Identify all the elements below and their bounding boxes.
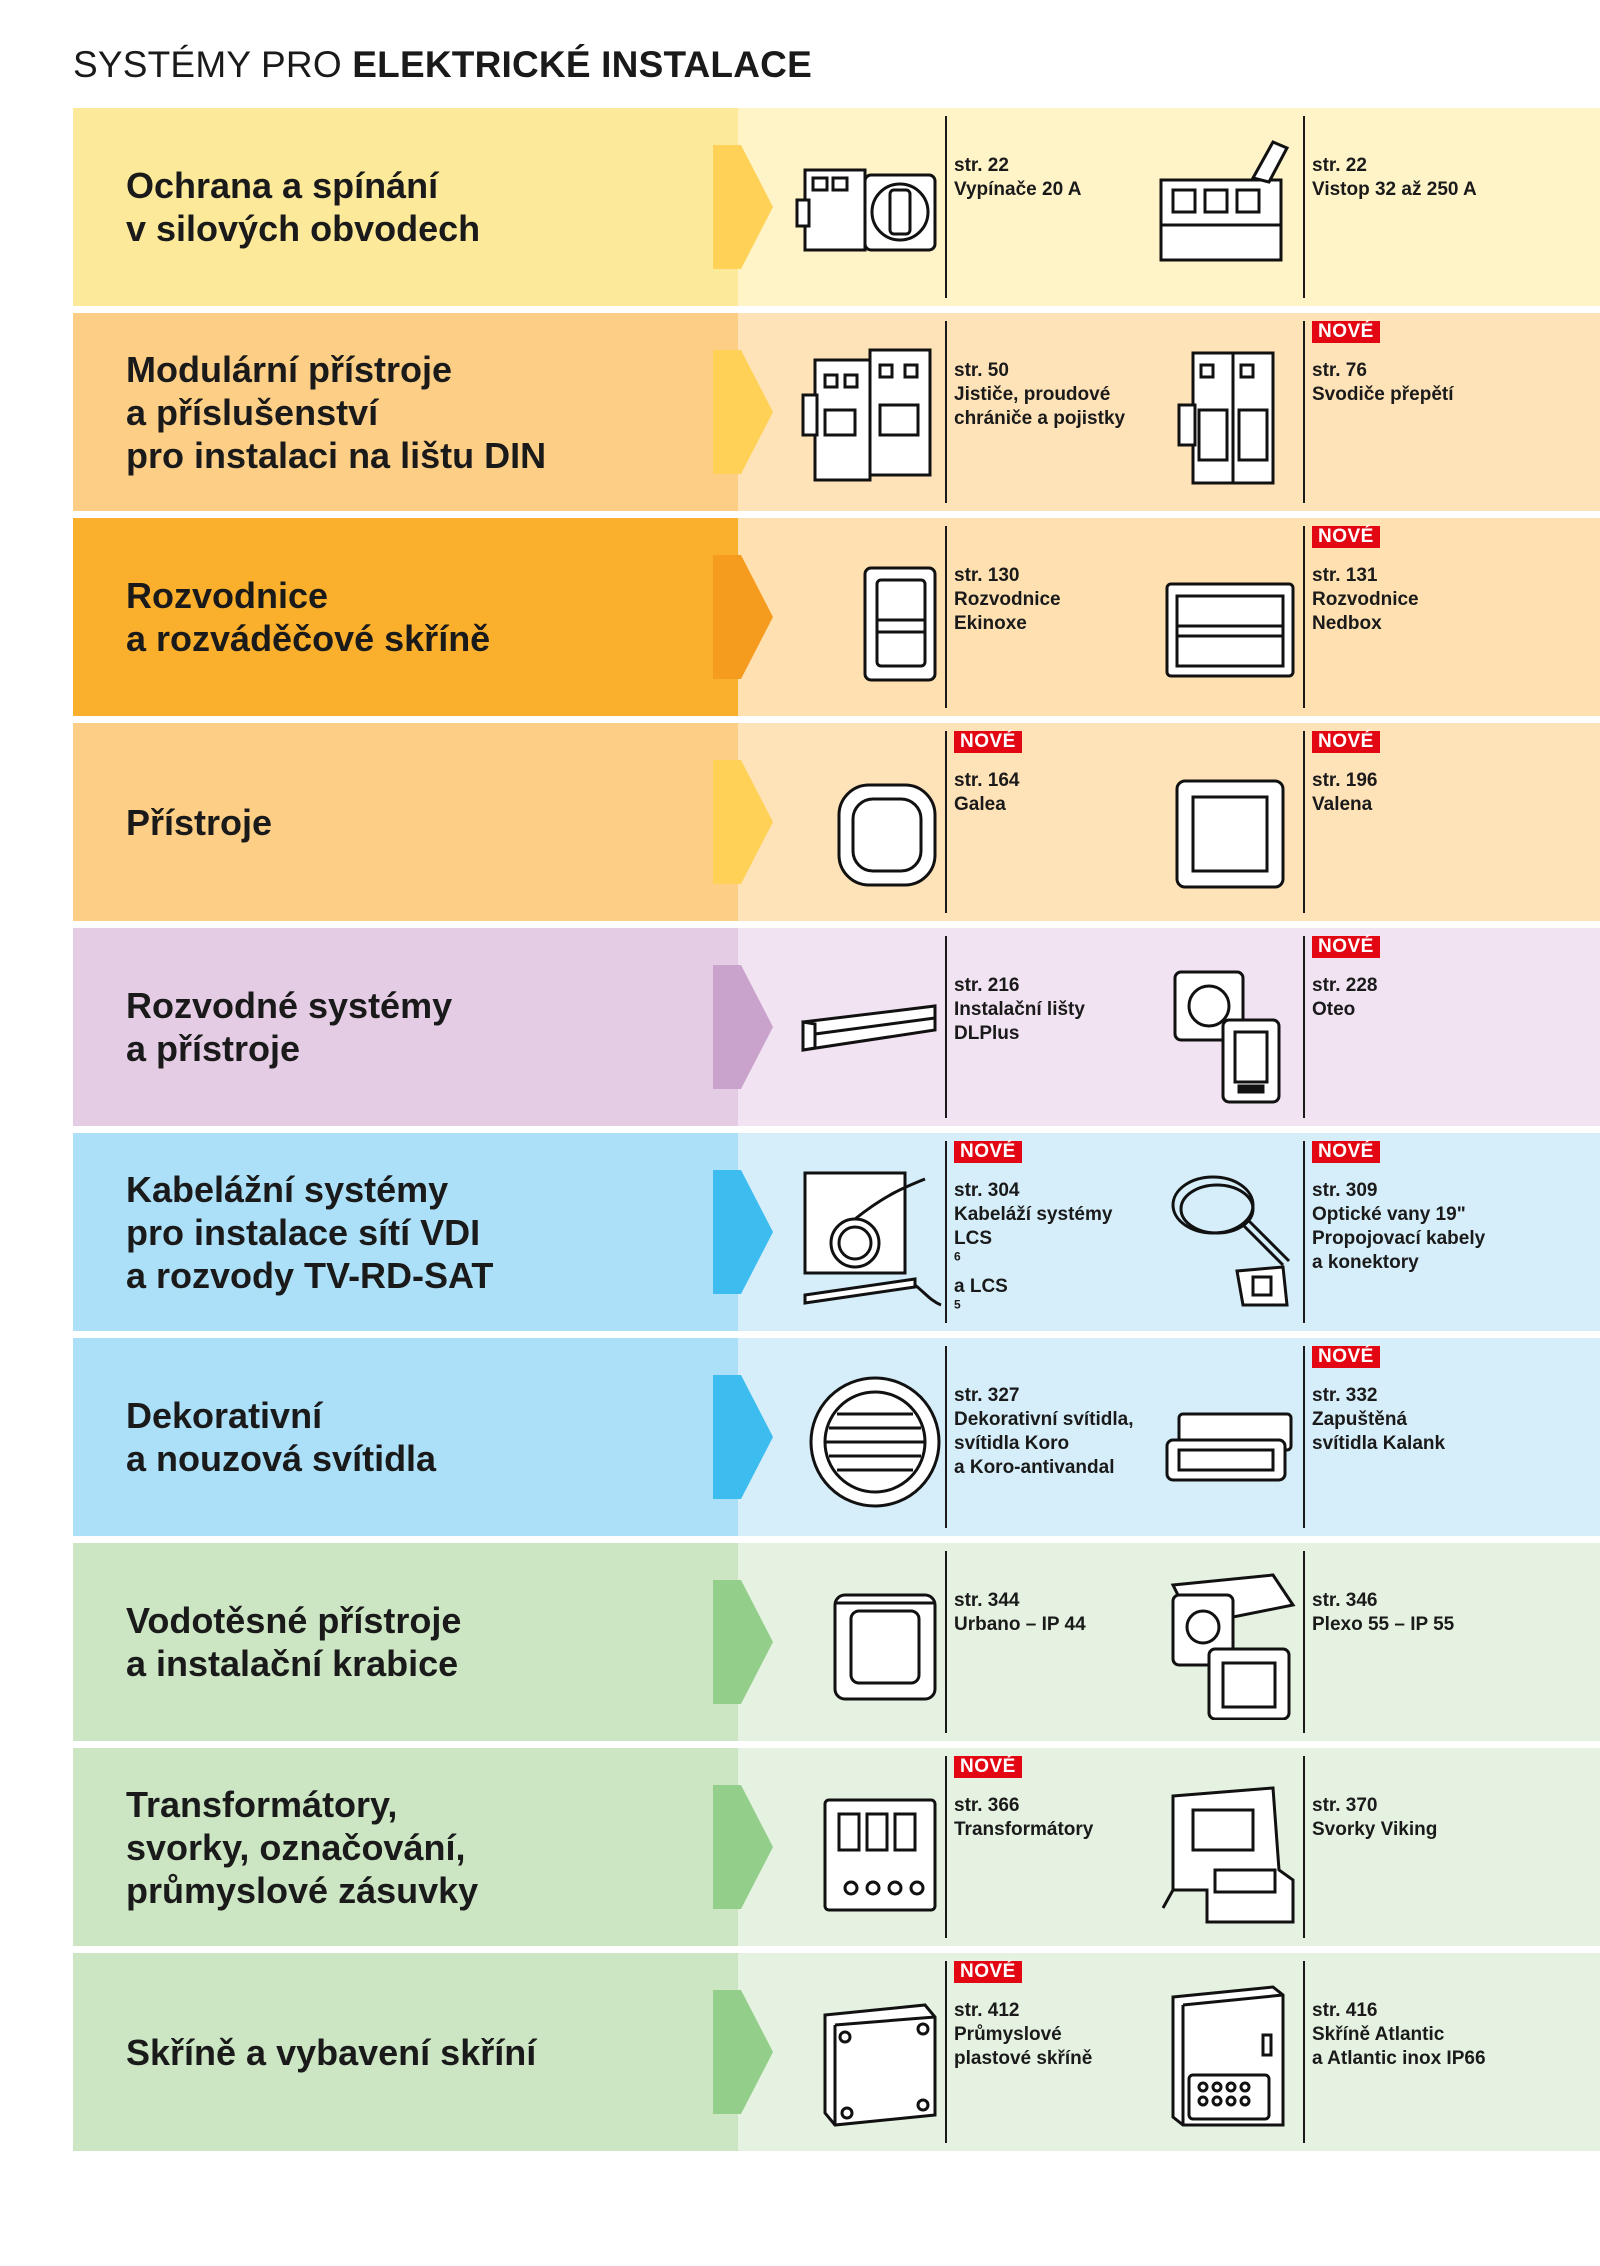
product-text: str. 309 Optické vany 19" Propojovací kabely a konektory — [1312, 1180, 1486, 1273]
urbano-switch-icon — [795, 1565, 945, 1720]
product-koro[interactable] — [790, 1338, 1134, 1536]
ekinoxe-box-icon — [795, 540, 945, 695]
new-badge: NOVÉ — [1312, 1346, 1380, 1368]
trunking-icon — [795, 950, 945, 1105]
product-text: str. 304 Kabeláží systémy LCS $^6$ a LCS $^5$ — [954, 1180, 1113, 1312]
category-title: Modulární přístroje a příslušenství pro instalaci na lištu DIN — [126, 348, 547, 476]
arrow-icon — [713, 350, 773, 474]
plexo-socket-icon — [1153, 1565, 1303, 1720]
product-dlplus[interactable] — [790, 928, 1126, 1126]
product-text: str. 164 Galea — [954, 770, 1020, 815]
category-title: Přístroje — [126, 801, 273, 843]
product-text: str. 370 Svorky Viking — [1312, 1795, 1438, 1840]
atlantic-cabinet-icon — [1153, 1975, 1303, 2130]
product-oteo[interactable] — [1148, 928, 1500, 1126]
category-list — [73, 108, 1600, 2158]
category-title: Rozvodné systémy a přístroje — [126, 985, 453, 1069]
category-row-ochrana — [73, 108, 1600, 306]
new-badge: NOVÉ — [954, 1756, 1022, 1778]
category-row-modularni — [73, 313, 1600, 511]
product-text: str. 346 Plexo 55 – IP 55 — [1312, 1590, 1455, 1635]
category-title-panel — [73, 1748, 738, 1946]
product-kalank[interactable] — [1148, 1338, 1500, 1536]
product-opticke-vany[interactable] — [1148, 1133, 1500, 1331]
category-row-kabelazni — [73, 1133, 1600, 1331]
category-title: Rozvodnice a rozváděčové skříně — [126, 575, 491, 659]
product-text: str. 327 Dekorativní svítidla, svítidla Koro a Koro-antivandal — [954, 1385, 1134, 1478]
product-text: str. 76 Svodiče přepětí — [1312, 360, 1454, 405]
arrow-icon — [713, 965, 773, 1089]
oteo-switch-icon — [1153, 950, 1303, 1105]
category-title-panel — [73, 1133, 738, 1331]
page-title-light: SYSTÉMY PRO — [73, 44, 353, 85]
arrow-icon — [713, 760, 773, 884]
category-title: Transformátory, svorky, označování, průmyslové zásuvky — [126, 1783, 479, 1911]
new-badge: NOVÉ — [1312, 936, 1380, 958]
arrow-icon — [713, 1990, 773, 2114]
product-nedbox[interactable] — [1148, 518, 1500, 716]
category-row-rozvodnice — [73, 518, 1600, 716]
new-badge: NOVÉ — [954, 1961, 1022, 1983]
round-luminaire-icon — [795, 1360, 945, 1515]
product-transformatory[interactable] — [790, 1748, 1126, 1946]
transformer-icon — [795, 1770, 945, 1925]
plastic-enclosure-icon — [795, 1975, 945, 2130]
page-title — [73, 44, 812, 86]
product-text: str. 344 Urbano – IP 44 — [954, 1590, 1086, 1635]
surge-arrester-icon — [1153, 335, 1303, 490]
product-text: str. 196 Valena — [1312, 770, 1378, 815]
new-badge: NOVÉ — [1312, 731, 1380, 753]
product-lcs[interactable] — [790, 1133, 1126, 1331]
product-text: str. 228 Oteo — [1312, 975, 1378, 1020]
category-title-panel — [73, 313, 738, 511]
category-title-panel — [73, 1543, 738, 1741]
terminal-block-icon — [1153, 1770, 1303, 1925]
product-text: str. 130 Rozvodnice Ekinoxe — [954, 565, 1061, 634]
fiber-cable-icon — [1153, 1155, 1303, 1310]
page-title-bold: ELEKTRICKÉ INSTALACE — [352, 44, 812, 85]
arrow-icon — [713, 1580, 773, 1704]
new-badge: NOVÉ — [954, 731, 1022, 753]
kalank-luminaire-icon — [1153, 1360, 1303, 1515]
arrow-icon — [713, 1375, 773, 1499]
valena-switch-icon — [1153, 745, 1303, 900]
product-galea[interactable] — [790, 723, 1126, 921]
product-text: str. 50 Jističe, proudové chrániče a pojistky — [954, 360, 1126, 429]
category-title-panel — [73, 928, 738, 1126]
circuit-breaker-icon — [795, 335, 945, 490]
category-title: Skříně a vybavení skříní — [126, 2031, 537, 2073]
product-text: str. 416 Skříně Atlantic a Atlantic inox IP66 — [1312, 2000, 1486, 2069]
category-title: Vodotěsné přístroje a instalační krabice — [126, 1600, 462, 1684]
category-title-panel — [73, 1338, 738, 1536]
product-svodice[interactable] — [1148, 313, 1500, 511]
category-row-rozvodne-systemy — [73, 928, 1600, 1126]
product-text: str. 131 Rozvodnice Nedbox — [1312, 565, 1419, 634]
arrow-icon — [713, 555, 773, 679]
product-text: str. 412 Průmyslové plastové skříně — [954, 2000, 1093, 2069]
product-atlantic[interactable] — [1148, 1953, 1500, 2151]
product-text: str. 216 Instalační lišty DLPlus — [954, 975, 1085, 1044]
cabling-system-icon — [795, 1155, 945, 1310]
galea-switch-icon — [795, 745, 945, 900]
category-row-pristroje — [73, 723, 1600, 921]
category-title-panel — [73, 723, 738, 921]
new-badge: NOVÉ — [1312, 1141, 1380, 1163]
product-text: str. 22 Vypínače 20 A — [954, 155, 1082, 200]
product-vypinace[interactable] — [790, 108, 1126, 306]
new-badge: NOVÉ — [1312, 321, 1380, 343]
product-plastove-skrine[interactable] — [790, 1953, 1126, 2151]
product-valena[interactable] — [1148, 723, 1500, 921]
category-title: Ochrana a spínání v silových obvodech — [126, 165, 481, 249]
product-urbano[interactable] — [790, 1543, 1126, 1741]
category-row-svitidla — [73, 1338, 1600, 1536]
category-title: Kabelážní systémy pro instalace sítí VDI a rozvody TV-RD-SAT — [126, 1168, 494, 1296]
product-jistice[interactable] — [790, 313, 1126, 511]
category-row-transformatory — [73, 1748, 1600, 1946]
product-ekinoxe[interactable] — [790, 518, 1126, 716]
category-title-panel — [73, 1953, 738, 2151]
category-title-panel — [73, 518, 738, 716]
product-plexo[interactable] — [1148, 1543, 1500, 1741]
arrow-icon — [713, 145, 773, 269]
product-text: str. 332 Zapuštěná svítidla Kalank — [1312, 1385, 1446, 1454]
arrow-icon — [713, 1170, 773, 1294]
nedbox-box-icon — [1153, 540, 1303, 695]
arrow-icon — [713, 1785, 773, 1909]
category-row-skrine — [73, 1953, 1600, 2151]
product-viking[interactable] — [1148, 1748, 1500, 1946]
product-vistop[interactable] — [1148, 108, 1500, 306]
vistop-switch-icon — [1153, 130, 1303, 285]
product-text: str. 366 Transformátory — [954, 1795, 1094, 1840]
new-badge: NOVÉ — [1312, 526, 1380, 548]
new-badge: NOVÉ — [954, 1141, 1022, 1163]
category-title-panel — [73, 108, 738, 306]
category-title: Dekorativní a nouzová svítidla — [126, 1395, 437, 1479]
switch-disconnector-icon — [795, 130, 945, 285]
category-row-vodotesne — [73, 1543, 1600, 1741]
product-text: str. 22 Vistop 32 až 250 A — [1312, 155, 1477, 200]
